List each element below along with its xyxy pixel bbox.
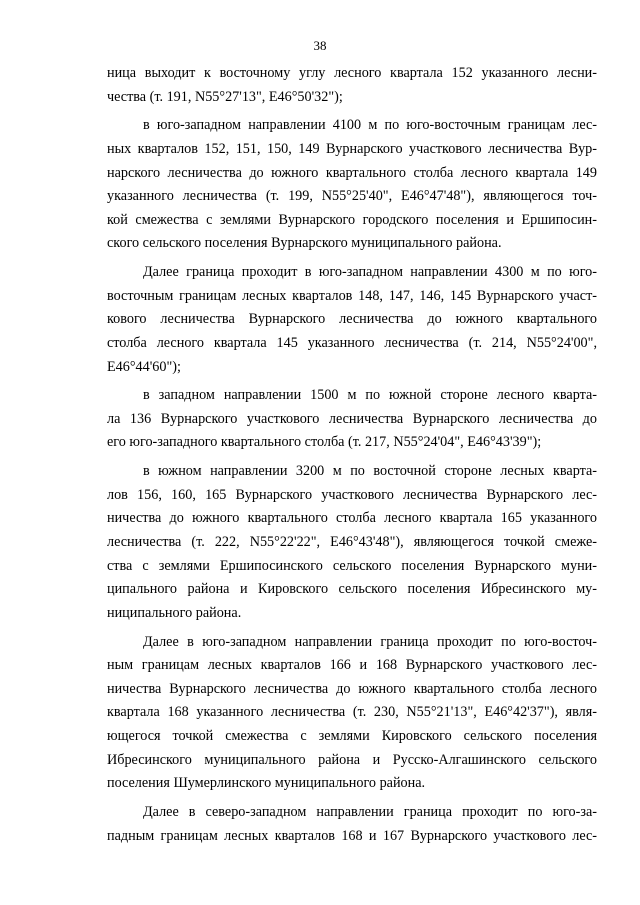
text-line: в западном направлении 1500 м по южной стороне лесного кварта- — [143, 387, 597, 404]
text-line: ничества Вурнарского лесничества до южного квартального столба лесного — [107, 680, 597, 697]
text-line: его юго-западного квартального столба (т. 217, N55°24'04", E46°43'39"); — [107, 434, 542, 451]
text-line: поселения Шумерлинского муниципального района. — [107, 775, 426, 792]
paragraph — [107, 801, 597, 848]
text-line: чества (т. 191, N55°27'13", E46°50'32"); — [107, 88, 343, 105]
text-line: ница выходит к восточному углу лесного квартала 152 указанного лесни- — [107, 65, 597, 81]
text-line: Ибресинского муниципального района и Русско-Алгашинского сельского — [107, 751, 597, 768]
text-line: ства с землями Ершипосинского сельского поселения Вурнарского муни- — [107, 557, 597, 574]
text-line: столба лесного квартала 145 указанного лесничества (т. 214, N55°24'00", — [107, 334, 597, 351]
paragraph — [107, 384, 597, 455]
text-line: ниципального района. — [107, 604, 242, 621]
text-line: Далее в северо-западном направлении граница проходит по юго-за- — [143, 803, 597, 820]
paragraph — [107, 261, 597, 379]
text-line: ципального района и Кировского сельского поселения Ибресинского му- — [107, 581, 597, 598]
paragraph — [107, 62, 597, 109]
text-line: E46°44'60"); — [107, 358, 181, 375]
text-line: кой смежества с землями Вурнарского городского поселения и Ершипосин- — [107, 211, 597, 228]
text-line: в юго-западном направлении 4100 м по юго-восточным границам лес- — [143, 117, 597, 134]
text-line: восточным границам лесных кварталов 148, 147, 146, 145 Вурнарского участ- — [107, 287, 597, 304]
text-line: указанного лесничества (т. 199, N55°25'40", E46°47'48"), являющегося точ- — [107, 188, 597, 205]
text-line: ных кварталов 152, 151, 150, 149 Вурнарского участкового лесничества Вур- — [107, 140, 597, 157]
text-line: ным границам лесных кварталов 166 и 168 Вурнарского участкового лес- — [107, 657, 597, 674]
text-line: Далее граница проходит в юго-западном направлении 4300 м по юго- — [143, 264, 597, 281]
text-line: ничества до южного квартального столба лесного квартала 165 указанного — [107, 510, 597, 527]
paragraph — [107, 460, 597, 625]
document-body — [107, 62, 597, 848]
page-number: 38 — [313, 38, 327, 53]
text-line: в южном направлении 3200 м по восточной стороне лесных кварта- — [143, 463, 597, 480]
text-line: лесничества (т. 222, N55°22'22", E46°43'48"), являющегося точкой смеже- — [107, 534, 597, 551]
paragraph — [107, 631, 597, 796]
text-line: ского сельского поселения Вурнарского муниципального района. — [107, 235, 502, 252]
text-line: падным границам лесных кварталов 168 и 167 Вурнарского участкового лес- — [107, 827, 597, 844]
text-line: нарского лесничества до южного квартального столба лесного квартала 149 — [107, 164, 597, 181]
text-line: ющегося точкой смежества с землями Кировского сельского поселения — [107, 727, 597, 744]
text-line: ла 136 Вурнарского участкового лесничества Вурнарского лесничества до — [107, 410, 597, 427]
paragraph — [107, 114, 597, 256]
text-line: Далее в юго-западном направлении граница проходит по юго-восточ- — [143, 633, 597, 650]
text-line: кового лесничества Вурнарского лесничества до южного квартального — [107, 311, 597, 328]
text-line: лов 156, 160, 165 Вурнарского участкового лесничества Вурнарского лес- — [107, 486, 597, 503]
text-line: квартала 168 указанного лесничества (т. 230, N55°21'13", E46°42'37"), явля- — [107, 704, 597, 721]
